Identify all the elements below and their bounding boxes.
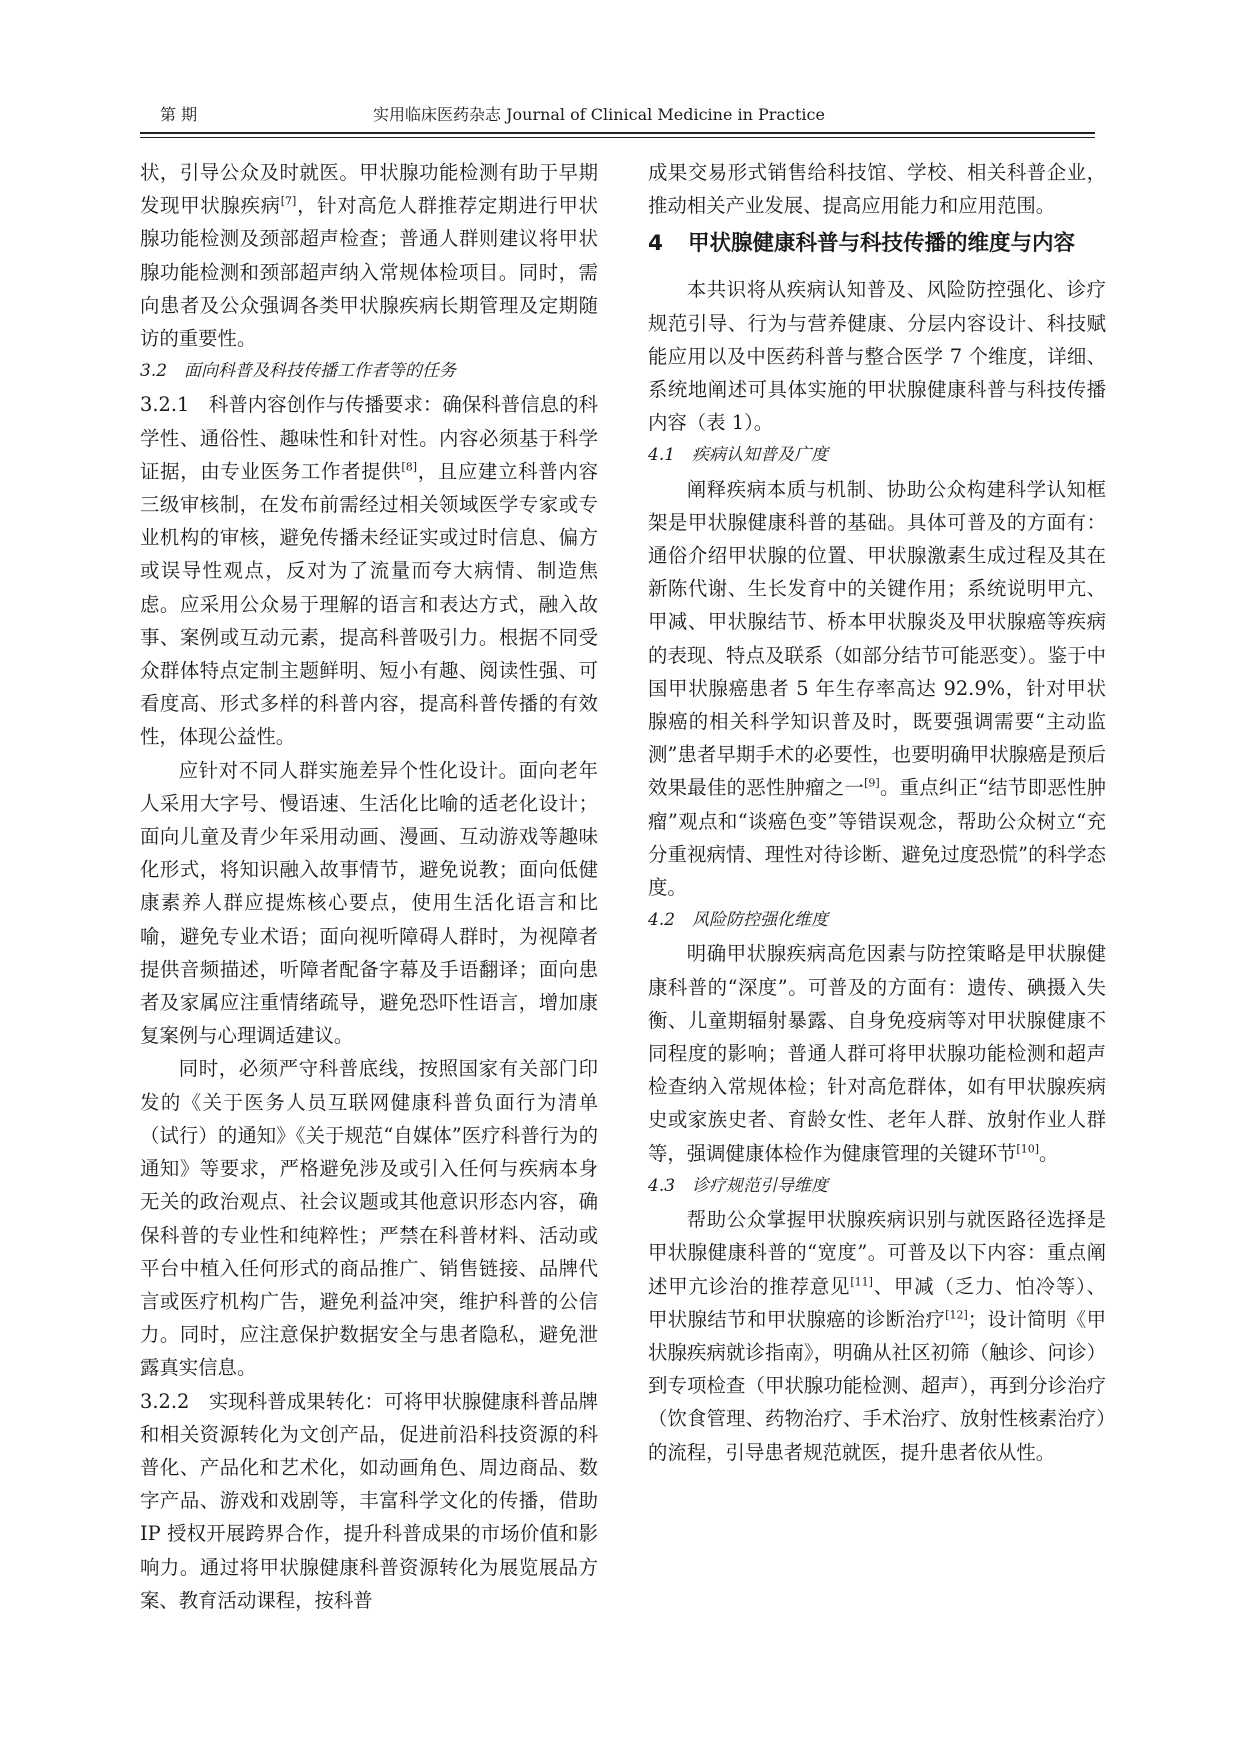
header-rule-thin (140, 137, 1095, 138)
paragraph: 应针对不同人群实施差异个性化设计。面向老年人采用大字号、慢语速、生活化比喻的适老化设计；面向儿童及青少年采用动画、漫画、互动游戏等趣味化形式，将知识融入故事情节，避免说教；面向低健康素养人群应提炼核心要点，使用生活化语言和比喻，避免专业术语；面向视听障碍人群时，为视障者提供音频描述，听障者配备字幕及手语翻译；面向患者及家属应注重情绪疏导，避免恐吓性语言，增加康复案例与心理调适建议。 (140, 758, 598, 1048)
section-title: 甲状腺健康科普与科技传播的维度与内容 (688, 231, 1076, 257)
citation: [9] (864, 776, 880, 790)
subheading-4-3: 4.3 诊疗规范引导维度 (648, 1175, 829, 1196)
citation: [8] (401, 460, 418, 474)
paragraph-3-2-1: 3.2.1 科普内容创作与传播要求：确保科普信息的科学性、通俗性、趣味性和针对性。内容必须基于科学证据，由专业医务工作者提供[8]，且应建立科普内容三级审核制，在发布前需经过相关领域医学专家或专业机构的审核，避免传播未经证实或过时信息、偏方或误导性观点，反对为了流量而夸大病情、制造焦虑。应采用公众易于理解的语言和表达方式，融入故事、案例或互动元素，提高科普吸引力。根据不同受众群体特点定制主题鲜明、短小有趣、阅读性强、可看度高、形式多样的科普内容，提高科普传播的有效性，体现公益性。 (140, 393, 598, 749)
section-number: 4 (648, 231, 663, 257)
section-heading-4 (648, 227, 1106, 261)
citation: [10] (1016, 1142, 1040, 1156)
paragraph: 明确甲状腺疾病高危因素与防控策略是甲状腺健康科普的“深度”。可普及的方面有：遗传、碘摄入失衡、儿童期辐射暴露、自身免疫病等对甲状腺健康不同程度的影响；普通人群可将甲状腺功能检测和超声检查纳入常规体检；针对高危群体，如有甲状腺疾病史或家族史者、育龄女性、老年人群、放射作业人群等，强调健康体检作为健康管理的关键环节[10]。 (648, 942, 1106, 1165)
header-rule-thick (140, 132, 1095, 134)
paragraph-continued: 成果交易形式销售给科技馆、学校、相关科普企业，推动相关产业发展、提高应用能力和应用范围。 (648, 161, 1106, 218)
paragraph: 帮助公众掌握甲状腺疾病识别与就医路径选择是甲状腺健康科普的“宽度”。可普及以下内容：重点阐述甲亢诊治的推荐意见[11]、甲减（乏力、怕冷等）、甲状腺结节和甲状腺癌的诊断治疗[12]；设计简明《甲状腺疾病就诊指南》，明确从社区初筛（触诊、问诊）到专项检查（甲状腺功能检测、超声），再到分诊治疗（饮食管理、药物治疗、手术治疗、放射性核素治疗）的流程，引导患者规范就医，提升患者依从性。 (648, 1208, 1106, 1464)
citation: [12] (945, 1308, 968, 1322)
running-header (140, 98, 1095, 132)
citation: [11] (850, 1275, 873, 1289)
issue-label: 第 期 (160, 105, 198, 124)
paragraph: 阐释疾病本质与机制、协助公众构建科学认知框架是甲状腺健康科普的基础。具体可普及的方面有：通俗介绍甲状腺的位置、甲状腺激素生成过程及其在新陈代谢、生长发育中的关键作用；系统说明甲亢、甲减、甲状腺结节、桥本甲状腺炎及甲状腺癌等疾病的表现、特点及联系（如部分结节可能恶变）。鉴于中国甲状腺癌患者 5 年生存率高达 92.9%，针对甲状腺癌的相关科学知识普及时，既要强调需要“主动监测”患者早期手术的必要性，也要明确甲状腺癌是预后效果最佳的恶性肿瘤之一[9]。重点纠正“结节即恶性肿瘤”观点和“谈癌色变”等错误观念，帮助公众树立“充分重视病情、理性对待诊断、避免过度恐慌”的科学态度。 (648, 477, 1106, 900)
right-column (648, 156, 1106, 1656)
left-column (140, 156, 598, 1656)
subheading-4-1: 4.1 疾病认知普及广度 (648, 445, 829, 466)
paragraph-continued: 状，引导公众及时就医。甲状腺功能检测有助于早期发现甲状腺疾病[7]，针对高危人群推荐定期进行甲状腺功能检测及颈部超声检查；普通人群则建议将甲状腺功能检测和颈部超声纳入常规体检项目。同时，需向患者及公众强调各类甲状腺疾病长期管理及定期随访的重要性。 (140, 161, 598, 351)
subheading-3-2: 3.2 面向科普及科技传播工作者等的任务 (140, 361, 457, 382)
paragraph: 本共识将从疾病认知普及、风险防控强化、诊疗规范引导、行为与营养健康、分层内容设计、科技赋能应用以及中医药科普与整合医学 7 个维度，详细、系统地阐述可具体实施的甲状腺健康科普与科技传播内容（表 1）。 (648, 278, 1106, 435)
subheading-4-2: 4.2 风险防控强化维度 (648, 910, 829, 931)
paragraph: 同时，必须严守科普底线，按照国家有关部门印发的《关于医务人员互联网健康科普负面行为清单（试行）的通知》《关于规范“自媒体”医疗科普行为的通知》等要求，严格避免涉及或引入任何与疾病本身无关的政治观点、社会议题或其他意识形态内容，确保科普的专业性和纯粹性；严禁在科普材料、活动或平台中植入任何形式的商品推广、销售链接、品牌代言或医疗机构广告，避免利益冲突，维护科普的公信力。同时，应注意保护数据安全与患者隐私，避免泄露真实信息。 (140, 1057, 598, 1380)
paragraph-3-2-2: 3.2.2 实现科普成果转化：可将甲状腺健康科普品牌和相关资源转化为文创产品，促进前沿科技资源的科普化、产品化和艺术化，如动画角色、周边商品、数字产品、游戏和戏剧等，丰富科学文化的传播，借助 IP 授权开展跨界合作，提升科普成果的市场价值和影响力。通过将甲状腺健康科普资源转化为展览展品方案、教育活动课程，按科普 (140, 1389, 598, 1612)
journal-title: 实用临床医药杂志 Journal of Clinical Medicine in Practice (373, 105, 825, 124)
citation: [7] (280, 194, 297, 208)
